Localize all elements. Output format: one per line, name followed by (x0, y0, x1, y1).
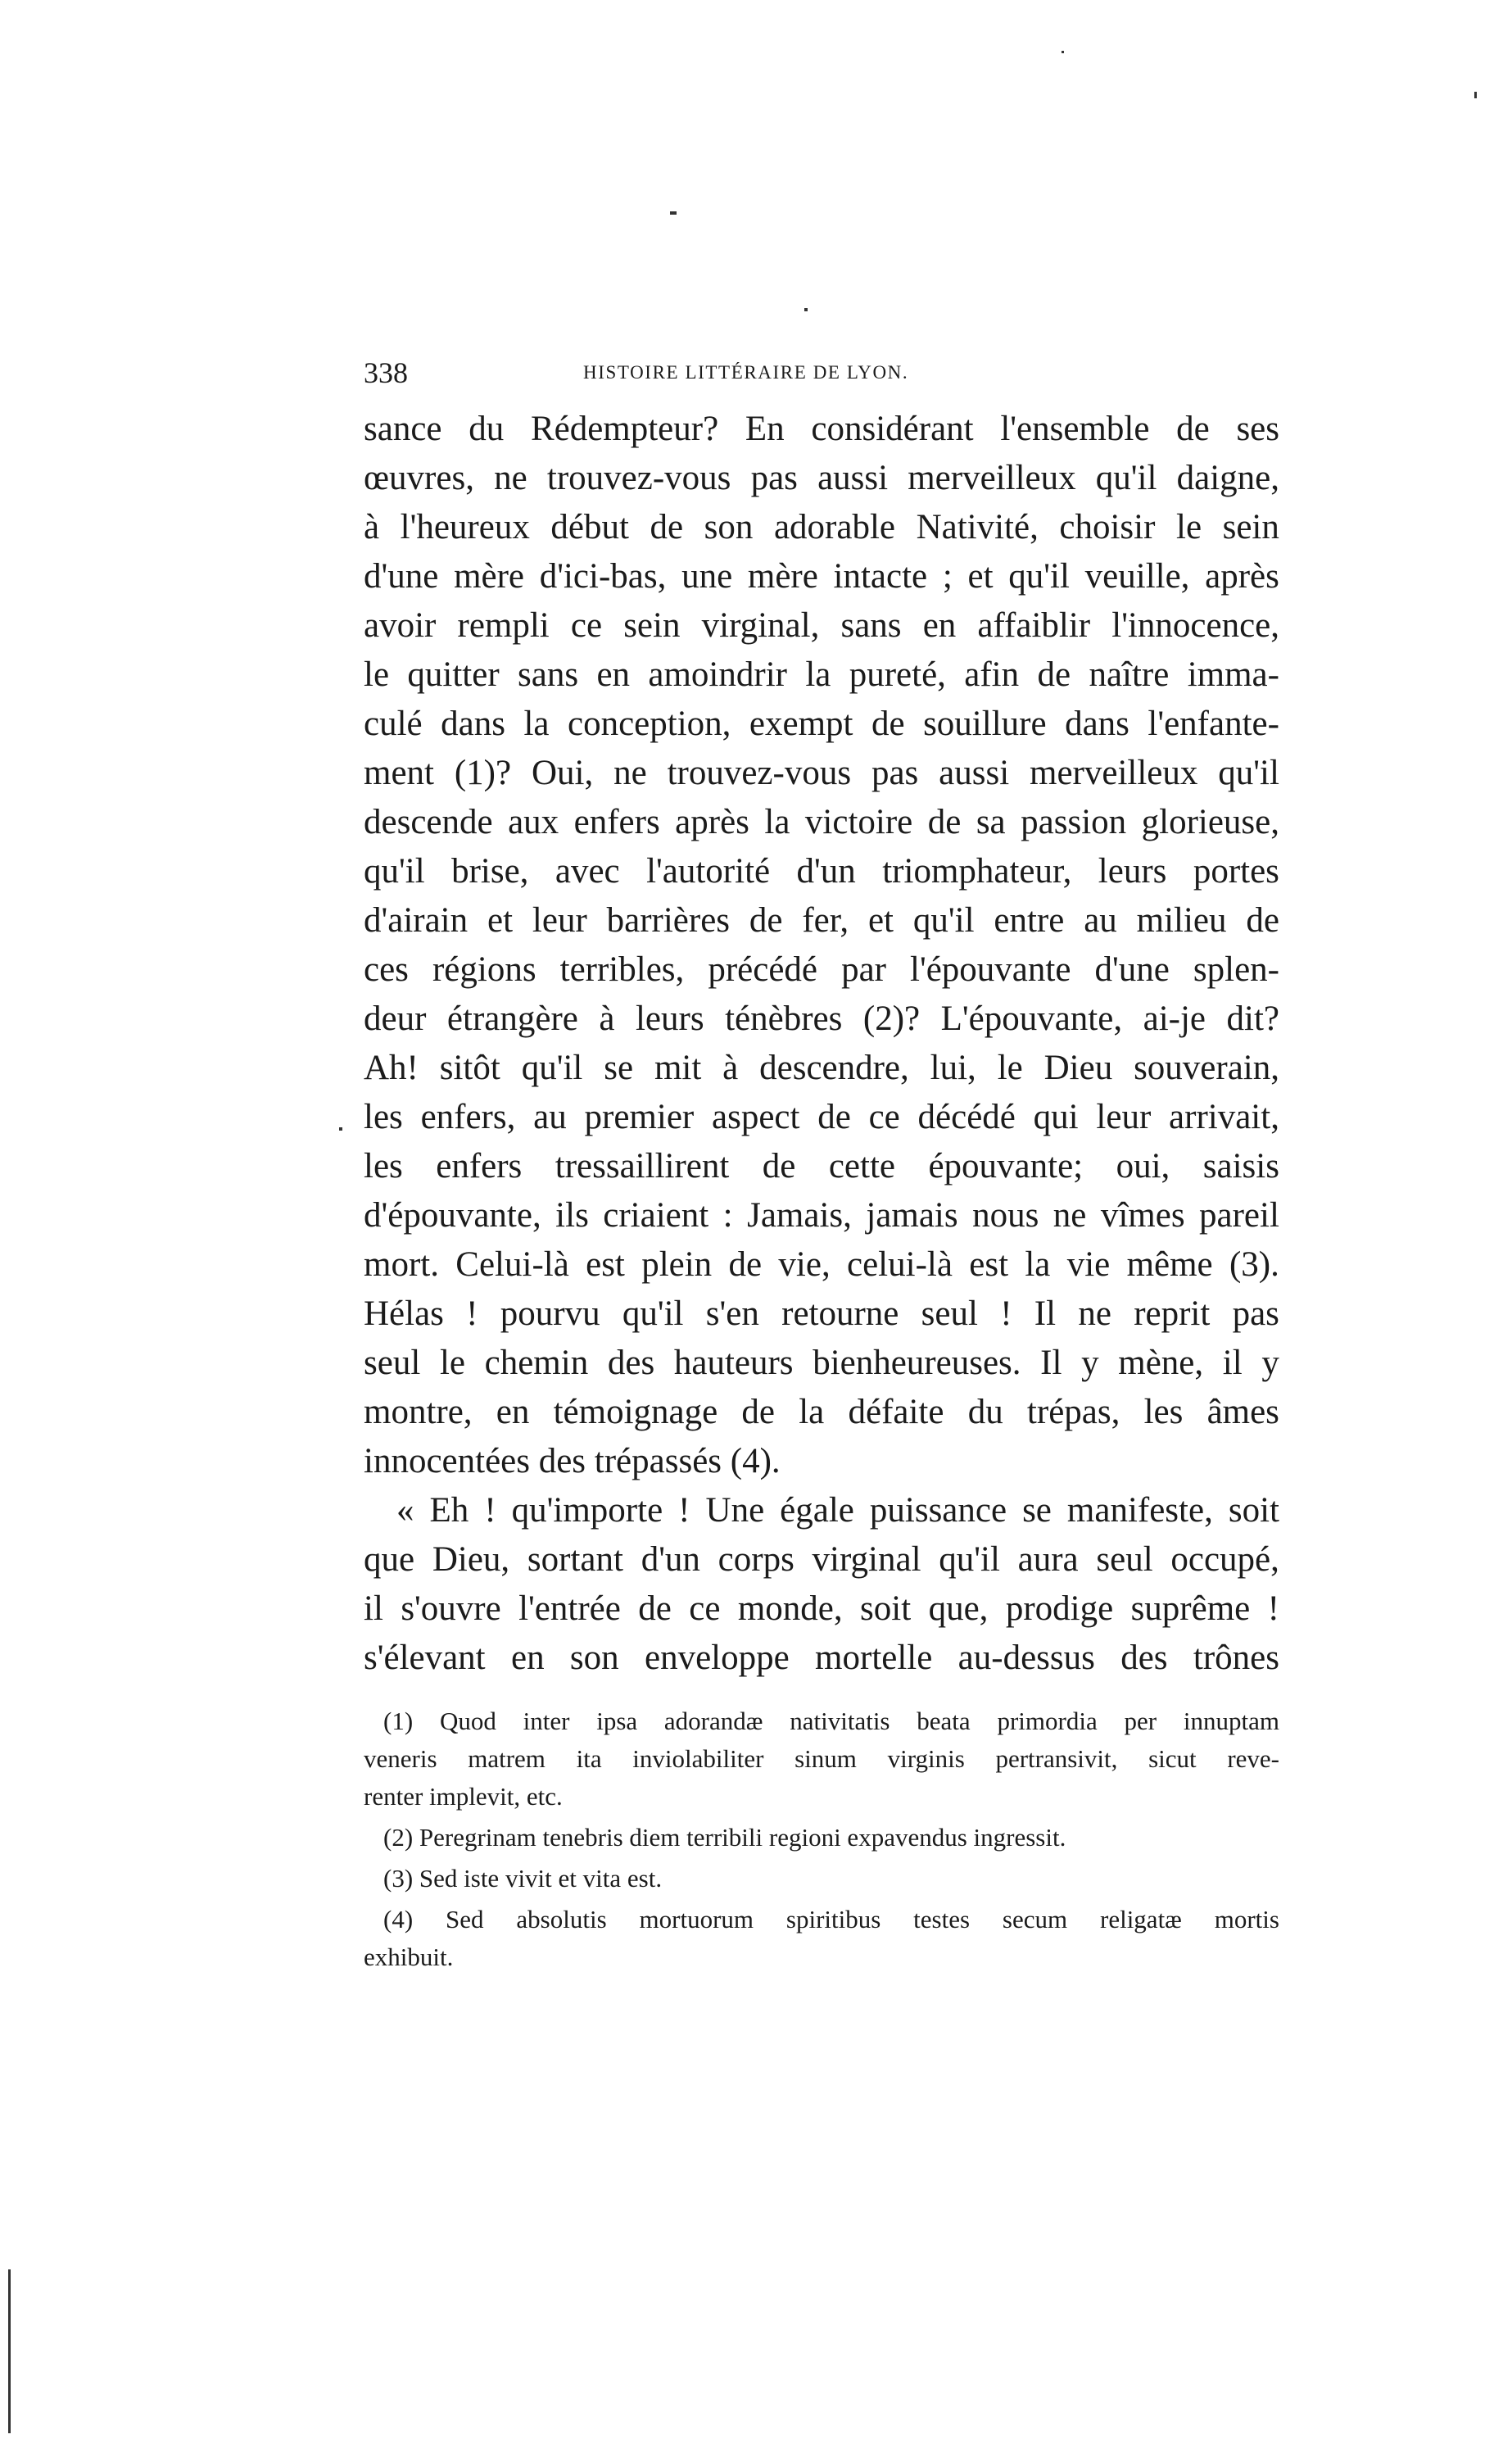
text-line: Hélas ! pourvu qu'il s'en retourne seul ! Il ne reprit pas (364, 1294, 1279, 1333)
running-title: HISTOIRE LITTÉRAIRE DE LYON. (583, 362, 909, 383)
text-line: seul le chemin des hauteurs bienheureuses. Il y mène, il y (364, 1344, 1279, 1382)
text-line: d'épouvante, ils criaient : Jamais, jamais nous ne vîmes pareil (364, 1196, 1279, 1235)
text-line: ment (1)? Oui, ne trouvez-vous pas aussi merveilleux qu'il (364, 754, 1279, 792)
footnote-line: (1) Quod inter ipsa adorandæ nativitatis beata primordia per innuptam (383, 1707, 1279, 1735)
binding-edge-line (8, 2269, 11, 2433)
footnote-line: exhibuit. (364, 1943, 454, 1971)
footnote-line: (2) Peregrinam tenebris diem terribili regioni expavendus ingressit. (383, 1823, 1066, 1852)
text-line: innocentées des trépassés (4). (364, 1442, 781, 1480)
text-line: qu'il brise, avec l'autorité d'un triomphateur, leurs portes (364, 852, 1279, 891)
text-line: avoir rempli ce sein virginal, sans en affaiblir l'innocence, (364, 606, 1279, 645)
scan-speck (1062, 51, 1064, 53)
text-line: deur étrangère à leurs ténèbres (2)? L'épouvante, ai-je dit? (364, 1000, 1279, 1038)
footnote-line: renter implevit, etc. (364, 1782, 563, 1811)
text-line: le quitter sans en amoindrir la pureté, afin de naître imma- (364, 655, 1279, 694)
text-line: Ah! sitôt qu'il se mit à descendre, lui, le Dieu souverain, (364, 1049, 1279, 1087)
scan-speck (339, 1127, 342, 1131)
text-line: œuvres, ne trouvez-vous pas aussi merveilleux qu'il daigne, (364, 459, 1279, 497)
scan-speck (1474, 92, 1477, 98)
footnote-line: veneris matrem ita inviolabiliter sinum virginis pertransivit, sicut reve- (364, 1744, 1279, 1773)
text-line: mort. Celui-là est plein de vie, celui-là est la vie même (3). (364, 1245, 1279, 1284)
text-line: les enfers tressaillirent de cette épouvante; oui, saisis (364, 1147, 1279, 1185)
text-line: d'airain et leur barrières de fer, et qu'il entre au milieu de (364, 901, 1279, 940)
text-line: s'élevant en son enveloppe mortelle au-dessus des trônes (364, 1639, 1279, 1677)
footnote-line: (4) Sed absolutis mortuorum spiritibus testes secum religatæ mortis (383, 1905, 1279, 1933)
text-line: montre, en témoignage de la défaite du trépas, les âmes (364, 1393, 1279, 1431)
text-line: « Eh ! qu'importe ! Une égale puissance se manifeste, soit (396, 1491, 1279, 1530)
text-line: d'une mère d'ici-bas, une mère intacte ; et qu'il veuille, après (364, 557, 1279, 596)
text-line: à l'heureux début de son adorable Nativité, choisir le sein (364, 508, 1279, 546)
text-line: que Dieu, sortant d'un corps virginal qu'il aura seul occupé, (364, 1540, 1279, 1579)
text-line: il s'ouvre l'entrée de ce monde, soit que, prodige suprême ! (364, 1589, 1279, 1628)
page-header (364, 356, 1029, 397)
text-line: culé dans la conception, exempt de souillure dans l'enfante- (364, 705, 1279, 743)
footnote-line: (3) Sed iste vivit et vita est. (383, 1864, 663, 1893)
text-line: ces régions terribles, précédé par l'épouvante d'une splen- (364, 950, 1279, 989)
scan-speck (804, 308, 808, 311)
text-line: les enfers, au premier aspect de ce décédé qui leur arrivait, (364, 1098, 1279, 1136)
text-line: descende aux enfers après la victoire de sa passion glorieuse, (364, 803, 1279, 841)
scan-speck (670, 211, 677, 215)
text-line: sance du Rédempteur? En considérant l'ensemble de ses (364, 410, 1279, 448)
page-number: 338 (364, 356, 408, 389)
